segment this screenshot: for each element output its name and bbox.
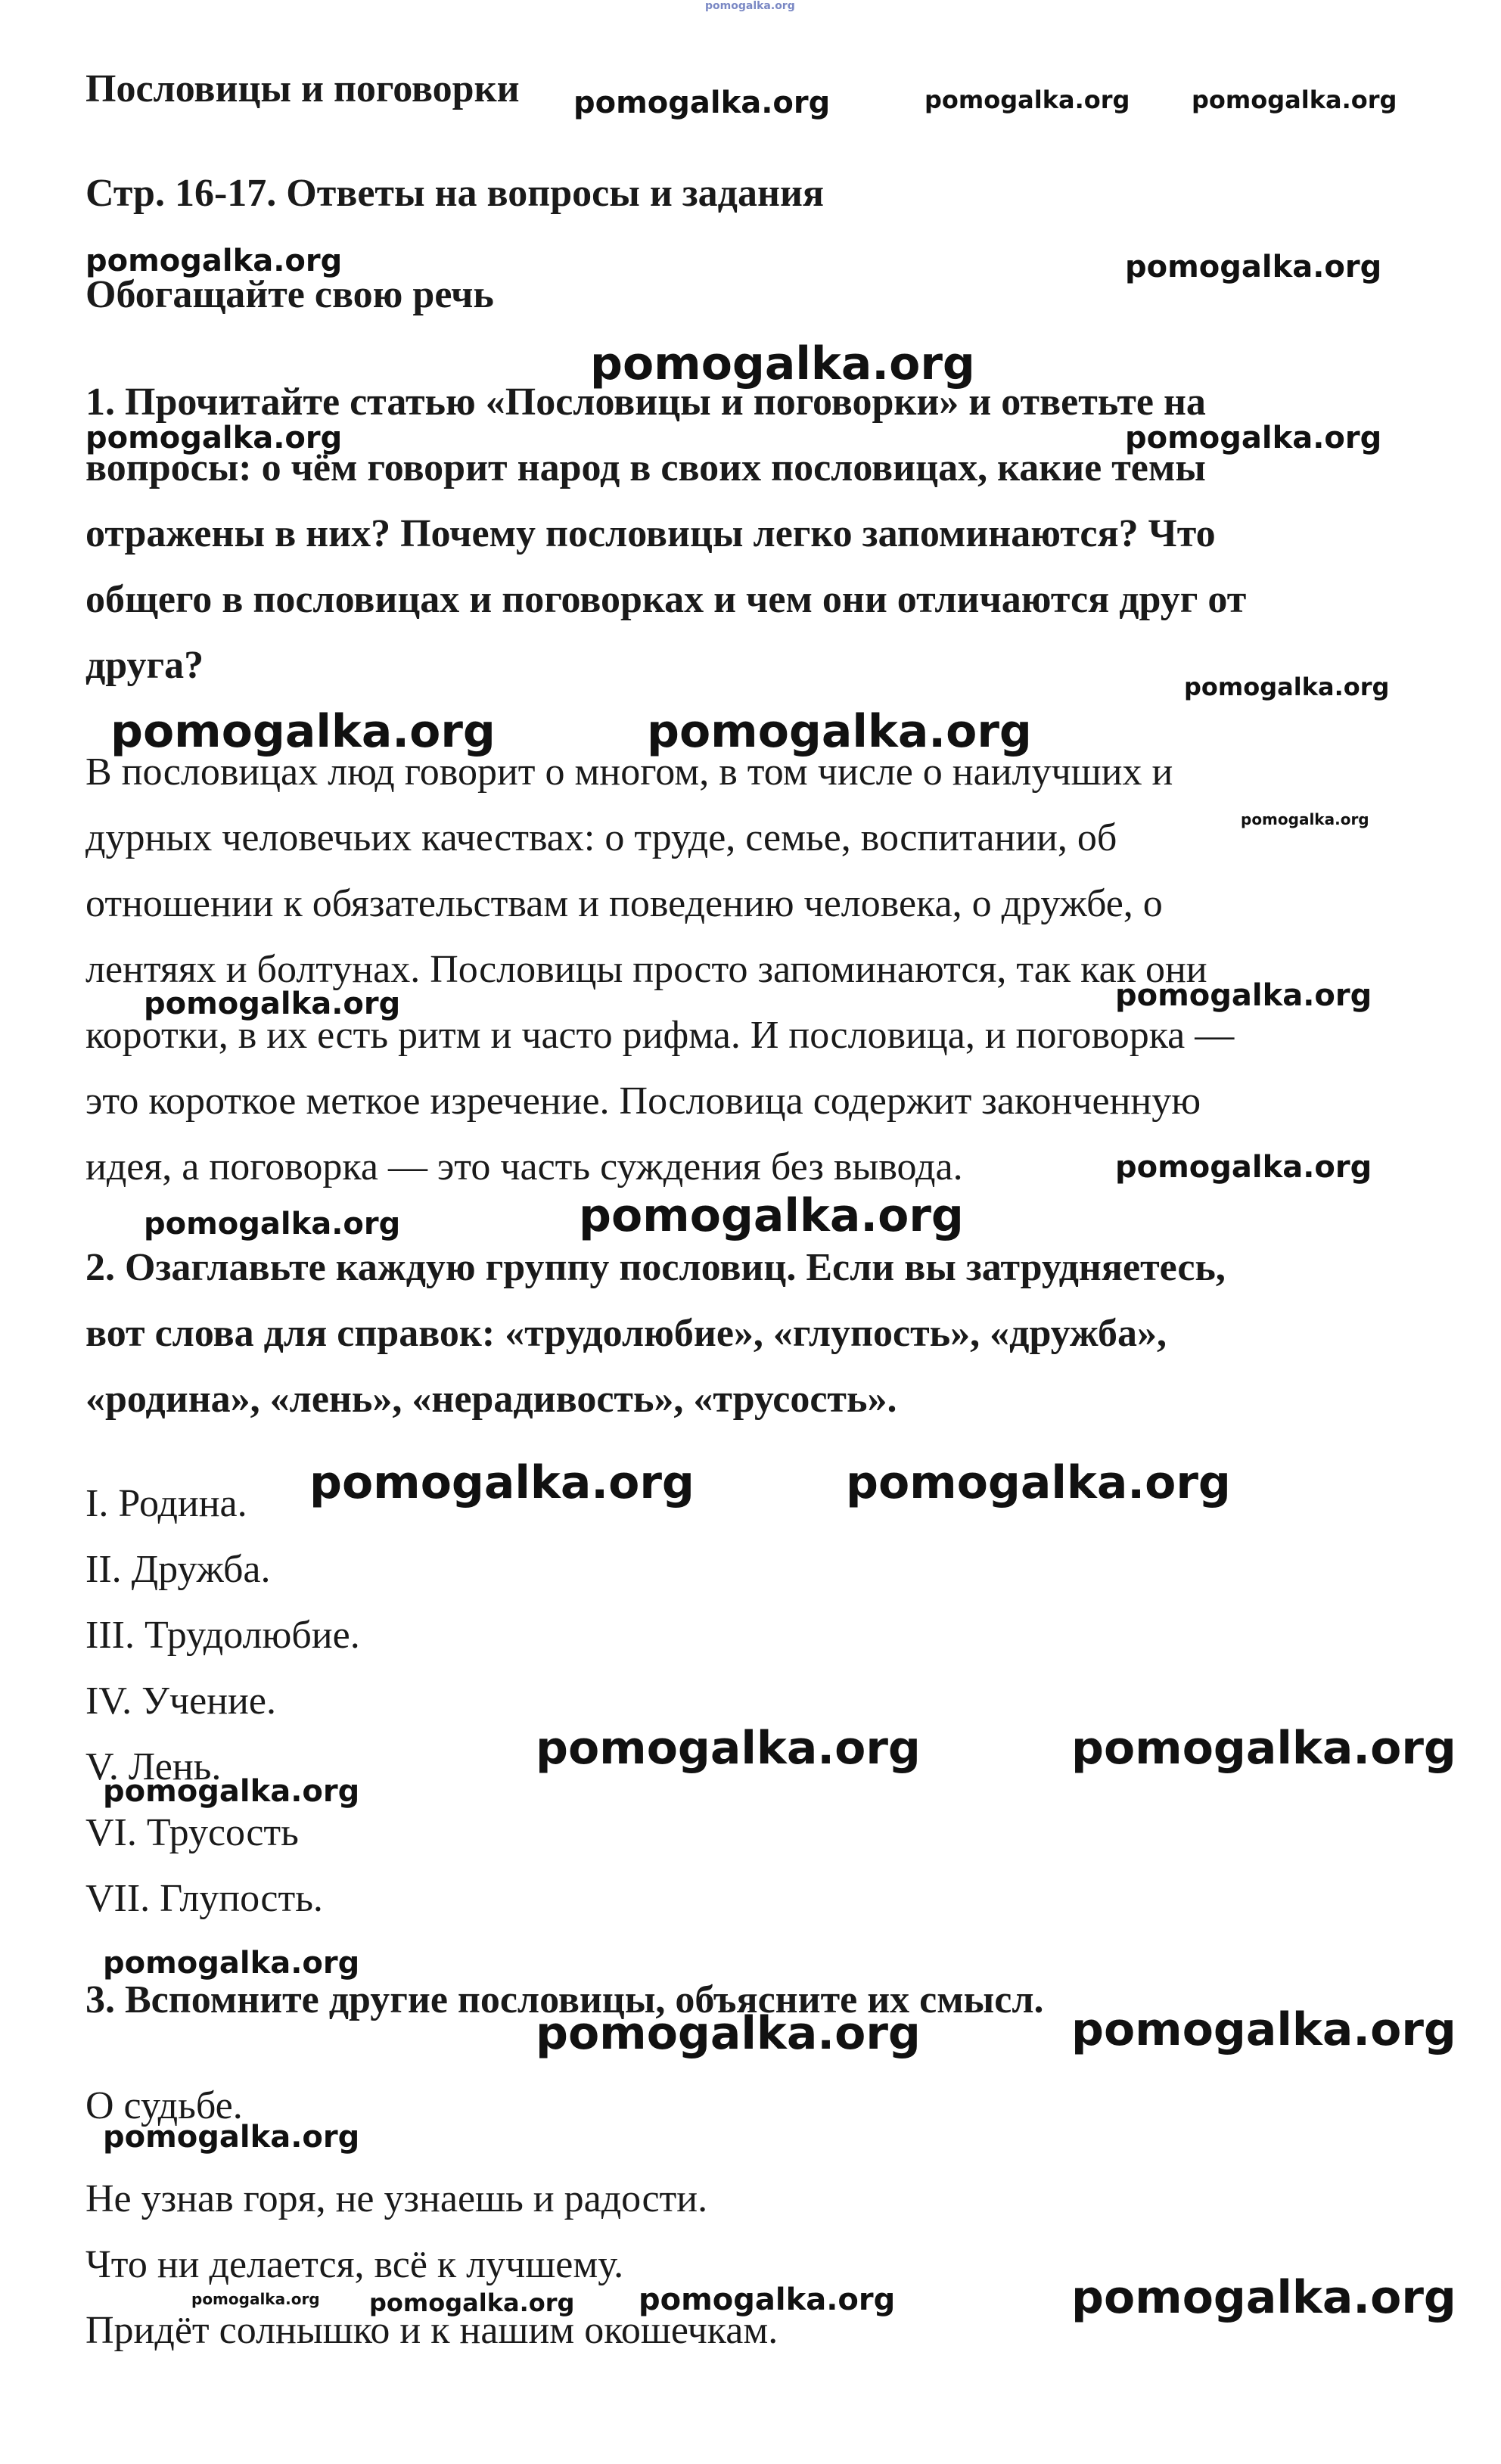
watermark: pomogalka.org [1125, 250, 1382, 284]
task1-question-line: отражены в них? Почему пословицы легко запоминаются? Что [85, 512, 1216, 555]
task1-question-line: вопросы: о чём говорит народ в своих пословицах, какие темы [85, 446, 1206, 489]
task1-answer-line: это короткое меткое изречение. Пословица содержит законченную [85, 1080, 1201, 1123]
watermark: pomogalka.org [1071, 2003, 1456, 2056]
watermark: pomogalka.org [639, 2282, 896, 2317]
watermark: pomogalka.org [647, 705, 1032, 758]
task3-question: 3. Вспомните другие пословицы, объясните их смысл. [85, 1978, 1044, 2021]
task2-answer-item: V. Лень. [85, 1745, 222, 1788]
watermark: pomogalka.org [85, 421, 343, 455]
task2-answer-item: VI. Трусость [85, 1811, 299, 1854]
watermark: pomogalka.org [1241, 810, 1369, 828]
watermark: pomogalka.org [1115, 1150, 1372, 1185]
watermark: pomogalka.org [1184, 673, 1390, 701]
task1-question-line: общего в пословицах и поговорках и чем они отличаются друг от [85, 578, 1247, 621]
task3-topic: О судьбе. [85, 2084, 243, 2127]
watermark: pomogalka.org [191, 2290, 320, 2308]
task1-answer-line: коротки, в их есть ритм и часто рифма. И пословица, и поговорка — [85, 1014, 1235, 1057]
task3-proverb: Что ни делается, всё к лучшему. [85, 2243, 624, 2286]
task2-question-line: «родина», «лень», «нерадивость», «трусость». [85, 1378, 897, 1421]
watermark: pomogalka.org [1125, 421, 1382, 455]
task2-answer-item: I. Родина. [85, 1482, 247, 1525]
task1-answer-line: отношении к обязательствам и поведению человека, о дружбе, о [85, 882, 1163, 925]
task2-answer-item: III. Трудолюбие. [85, 1614, 360, 1657]
task2-answer-item: VII. Глупость. [85, 1877, 323, 1920]
section-heading: Обогащайте свою речь [85, 273, 494, 316]
task3-proverb: Не узнав горя, не узнаешь и радости. [85, 2177, 708, 2220]
watermark: pomogalka.org [579, 1189, 964, 1242]
document-title: Пословицы и поговорки [85, 67, 520, 110]
watermark: pomogalka.org [144, 987, 401, 1021]
watermark: pomogalka.org [1115, 978, 1372, 1013]
task1-answer-line: дурных человечьих качествах: о труде, семье, воспитании, об [85, 816, 1117, 859]
watermark: pomogalka.org [103, 1774, 360, 1809]
task1-question-line: друга? [85, 644, 204, 687]
watermark: pomogalka.org [110, 705, 496, 758]
task2-question-line: 2. Озаглавьте каждую группу пословиц. Если вы затрудняетесь, [85, 1246, 1226, 1289]
watermark: pomogalka.org [590, 337, 975, 390]
watermark: pomogalka.org [846, 1456, 1231, 1509]
task3-proverb: Придёт солнышко и к нашим окошечкам. [85, 2309, 778, 2352]
watermark: pomogalka.org [369, 2288, 575, 2317]
watermark: pomogalka.org [925, 85, 1130, 114]
task2-answer-item: IV. Учение. [85, 1679, 276, 1723]
page-heading: Стр. 16-17. Ответы на вопросы и задания [85, 172, 825, 215]
watermark: pomogalka.org [103, 1946, 360, 1981]
watermark: pomogalka.org [1071, 2271, 1456, 2324]
watermark: pomogalka.org [144, 1207, 401, 1241]
watermark: pomogalka.org [85, 244, 343, 278]
watermark: pomogalka.org [1192, 85, 1397, 114]
task2-question-line: вот слова для справок: «трудолюбие», «глупость», «дружба», [85, 1312, 1167, 1355]
task1-answer-line: В пословицах люд говорит о многом, в том числе о наилучших и [85, 750, 1173, 794]
watermark: pomogalka.org [103, 2120, 360, 2155]
watermark: pomogalka.org [705, 0, 795, 12]
watermark: pomogalka.org [573, 85, 831, 120]
watermark: pomogalka.org [536, 2007, 921, 2060]
watermark: pomogalka.org [536, 1722, 921, 1775]
task2-answer-item: II. Дружба. [85, 1548, 271, 1591]
watermark: pomogalka.org [309, 1456, 695, 1509]
task1-question-line: 1. Прочитайте статью «Пословицы и поговорки» и ответьте на [85, 381, 1206, 424]
task1-answer-line: идея, а поговорка — это часть суждения без вывода. [85, 1145, 963, 1188]
task1-answer-line: лентяях и болтунах. Пословицы просто запоминаются, так как они [85, 948, 1207, 991]
watermark: pomogalka.org [1071, 1722, 1456, 1775]
